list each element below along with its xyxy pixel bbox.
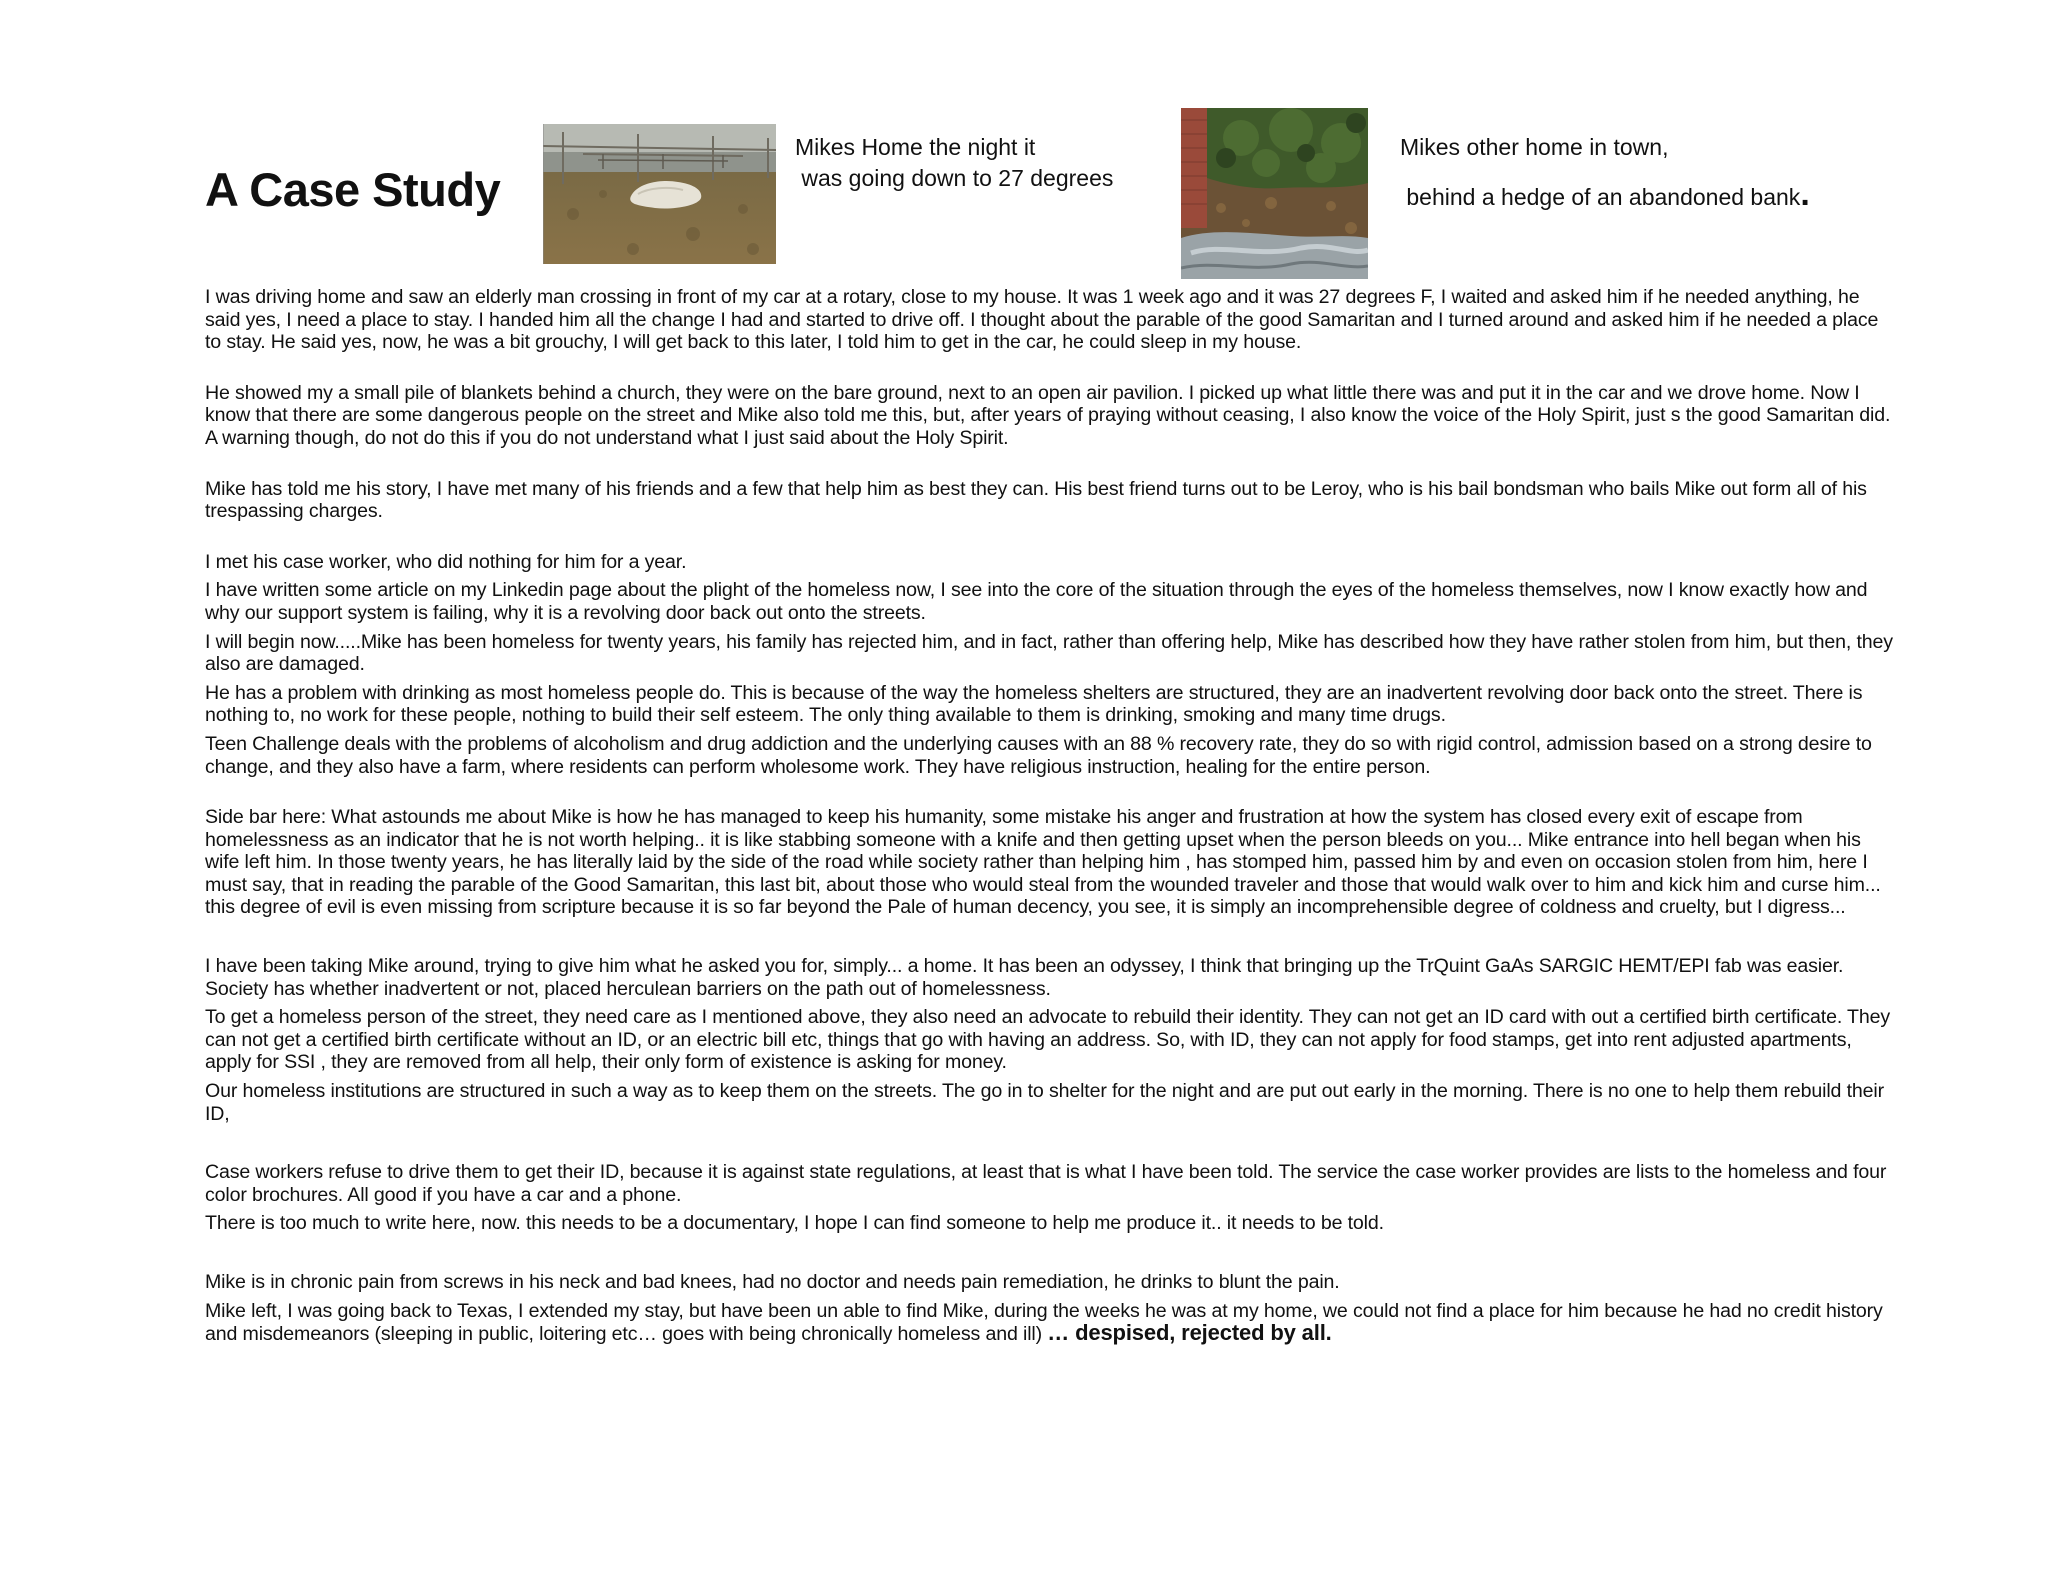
- closing-emphasis: … despised, rejected by all.: [1047, 1320, 1332, 1346]
- photo-1-caption-line-2: was going down to 27 degrees: [795, 165, 1114, 191]
- paragraph-final-text: Mike left, I was going back to Texas, I extended my stay, but have been un able to find Mike, during the weeks he was at my home, we could not find a place for him because he had no credit history and misdemeanors (sleeping in public, loitering etc… goes with being chronically homeless and ill): [205, 1299, 1883, 1346]
- paragraph: He has a problem with drinking as most homeless people do. This is because of the way the homeless shelters are structured, they are an inadvertent revolving door back onto the street. There is nothing to, no work for these people, nothing to build their self esteem. The only thing available to them is drinking, smoking and many time drugs.: [205, 681, 1863, 727]
- paragraph: Mike is in chronic pain from screws in his neck and bad knees, had no doctor and needs pain remediation, he drinks to blunt the pain.: [205, 1271, 1340, 1293]
- photo-1-caption-line-1: Mikes Home the night it: [795, 134, 1036, 160]
- paragraph: I have written some article on my Linkedin page about the plight of the homeless now, I see into the core of the situation through the eyes of the homeless themselves, now I know exactly how and why our support system is failing, why it is a revolving door back out onto the streets.: [205, 579, 1868, 624]
- photo-1-caption: [795, 132, 1113, 194]
- paragraph: He showed my a small pile of blankets behind a church, they were on the bare ground, next to an open air pavilion. I picked up what little there was and put it in the car and we drove home. Now I know that there are some dangerous people on the street and Mike also told me this, but, after years of praying without ceasing, I also know the voice of the Holy Spirit, just s the good Samaritan did. A warning though, do not do this if you do not understand what I just said about the Holy Spirit.: [205, 381, 1891, 449]
- photo-2-caption-line-2: [1400, 175, 1810, 213]
- page-title: A Case Study: [205, 163, 501, 216]
- paragraph: There is too much to write here, now. this needs to be a documentary, I hope I can find someone to help me produce it.. it needs to be told.: [205, 1212, 1384, 1235]
- photo-2-caption-period: .: [1800, 175, 1810, 213]
- paragraph: I will begin now.....Mike has been homeless for twenty years, his family has rejected him, and in fact, rather than offering help, Mike has described how they have rather stolen from him, but then, they also are damaged.: [205, 630, 1893, 676]
- paragraph: I was driving home and saw an elderly man crossing in front of my car at a rotary, close to my house. It was 1 week ago and it was 27 degrees F, I waited and asked him if he needed anything, he said yes, I need a place to stay. I handed him all the change I had and started to drive off. I thought about the parable of the good Samaritan and I turned around and asked him if he needed a place to stay. He said yes, now, he was a bit grouchy, I will get back to this later, I told him to get in the car, he could sleep in my house.: [205, 286, 1879, 354]
- hedge-photo: [1181, 108, 1368, 279]
- pavilion-photo: [543, 124, 776, 264]
- paragraph: Teen Challenge deals with the problems of alcoholism and drug addiction and the underlying causes with an 88 % recovery rate, they do so with rigid control, admission based on a strong desire to change, and they also have a farm, where residents can perform wholesome work. They have religious instruction, healing for the entire person.: [205, 732, 1872, 778]
- paragraph: Case workers refuse to drive them to get their ID, because it is against state regulations, at least that is what I have been told. The service the case worker provides are lists to the homeless and four color brochures. All good if you have a car and a phone.: [205, 1161, 1887, 1206]
- paragraph-final: [205, 1300, 1895, 1346]
- paragraph: Our homeless institutions are structured in such a way as to keep them on the streets. The go in to shelter for the night and are put out early in the morning. There is no one to help them rebuild their ID,: [205, 1080, 1884, 1125]
- paragraph: Side bar here: What astounds me about Mike is how he has managed to keep his humanity, some mistake his anger and frustration at how the system has closed every exit of escape from homelessness as an indicator that he is not worth helping.. it is like stabbing someone with a knife and then getting upset when the person bleeds on you... Mike entrance into hell began when his wife left him. In those twenty years, he has literally laid by the side of the road while society rather than helping him , has stomped him, passed him by and even on occasion stolen from him, here I must say, that in reading the parable of the Good Samaritan, this last bit, about those who would steal from the wounded traveler and those that would walk over to him and kick him and curse him... this degree of evil is even missing from scripture because it is so far beyond the Pale of human decency, you see, it is simply an incomprehensible degree of coldness and cruelty, but I digress...: [205, 806, 1881, 919]
- photo-2-caption-text: behind a hedge of an abandoned bank: [1400, 184, 1801, 210]
- paragraph: Mike has told me his story, I have met many of his friends and a few that help him as best they can. His best friend turns out to be Leroy, who is his bail bondsman who bails Mike out form all of his trespassing charges.: [205, 477, 1867, 523]
- photo-2-caption-line-1: Mikes other home in town,: [1400, 134, 1669, 160]
- photo-2-caption: [1400, 132, 1810, 213]
- article-body: [205, 286, 1895, 1346]
- paragraph: To get a homeless person of the street, they need care as I mentioned above, they also need an advocate to rebuild their identity. They can not get an ID card with out a certified birth certificate. They can not get a certified birth certificate without an ID, or an electric bill etc, things that go with having an address. So, with ID, they can not apply for food stamps, get into rent adjusted apartments, apply for SSI , they are removed from all help, their only form of existence is asking for money.: [205, 1006, 1891, 1074]
- paragraph: I met his case worker, who did nothing for him for a year.: [205, 550, 687, 573]
- paragraph: I have been taking Mike around, trying to give him what he asked you for, simply... a home. It has been an odyssey, I think that bringing up the TrQuint GaAs SARGIC HEMT/EPI fab was easier. Society has whether inadvertent or not, placed herculean barriers on the path out of homelessness.: [205, 955, 1844, 1000]
